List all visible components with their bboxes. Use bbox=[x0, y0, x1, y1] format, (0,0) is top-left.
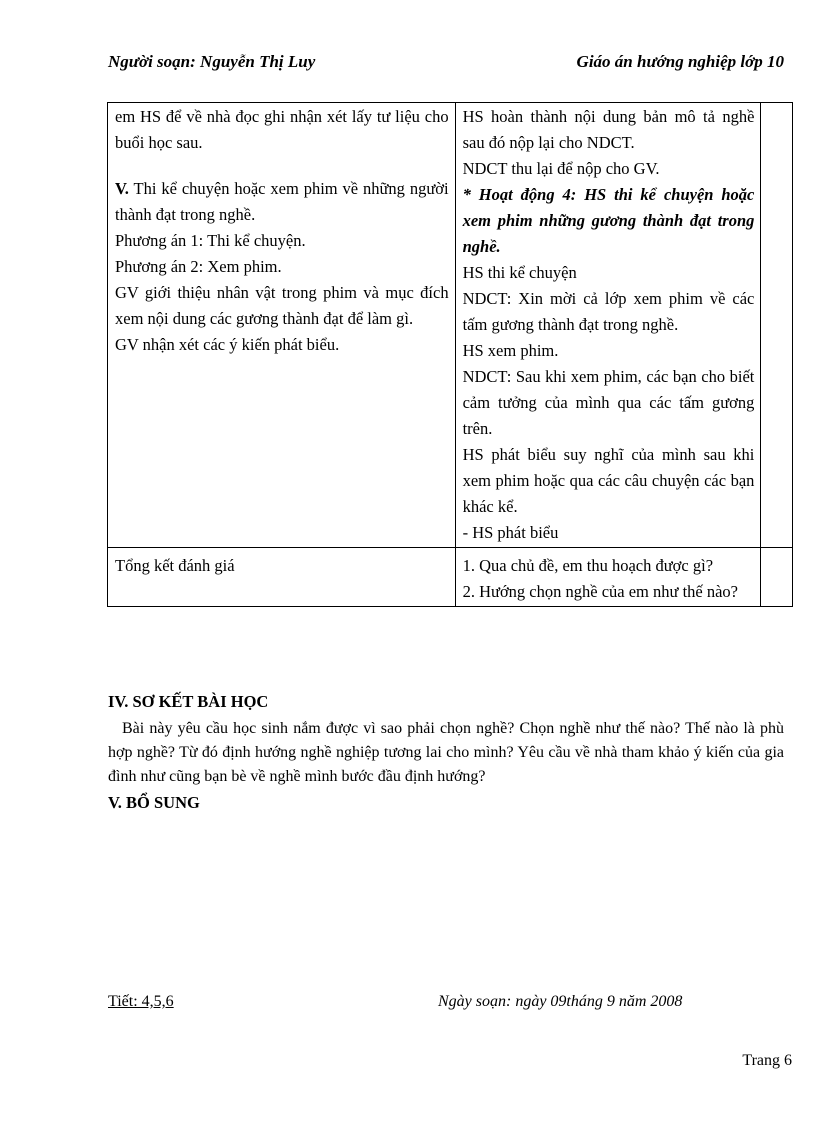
summary-question-2: 2. Hướng chọn nghề của em như thế nào? bbox=[462, 582, 739, 601]
option-2: Phương án 2: Xem phim. bbox=[115, 257, 282, 276]
summary-label-cell bbox=[108, 548, 456, 607]
notes-cell bbox=[761, 103, 793, 548]
student-line-2: NDCT thu lại để nộp cho GV. bbox=[462, 159, 660, 178]
option-1: Phương án 1: Thi kể chuyện. bbox=[115, 231, 306, 250]
page-header bbox=[108, 52, 784, 76]
author-label: Người soạn: Nguyễn Thị Luy bbox=[108, 52, 316, 71]
student-line-8: - HS phát biểu bbox=[462, 523, 559, 542]
page-number: Trang 6 bbox=[742, 1052, 792, 1069]
section-v-heading bbox=[115, 176, 449, 228]
student-line-5: HS xem phim. bbox=[462, 341, 559, 360]
section-iv-title: IV. SƠ KẾT BÀI HỌC bbox=[108, 692, 269, 711]
table-row bbox=[108, 103, 793, 548]
notes-cell bbox=[761, 548, 793, 607]
section-v-supplement-title: V. BỔ SUNG bbox=[108, 793, 200, 812]
subject-label: Giáo án hướng nghiệp lớp 10 bbox=[576, 52, 784, 71]
summary-question-1: 1. Qua chủ đề, em thu hoạch được gì? bbox=[462, 556, 714, 575]
intro-text: em HS để về nhà đọc ghi nhận xét lấy tư liệu cho buổi học sau. bbox=[115, 107, 449, 152]
gv-intro-text: GV giới thiệu nhân vật trong phim và mục đích xem nội dung các gương thành đạt để làm gì. bbox=[115, 283, 449, 328]
summary-label: Tổng kết đánh giá bbox=[115, 556, 235, 575]
table-row bbox=[108, 548, 793, 607]
section-v-number: V. bbox=[115, 179, 129, 198]
teacher-activity-cell bbox=[108, 103, 456, 548]
student-line-1: HS hoàn thành nội dung bản mô tả nghề sau đó nộp lại cho NDCT. bbox=[462, 107, 755, 152]
student-line-6: NDCT: Sau khi xem phim, các bạn cho biết cảm tưởng của mình qua các tấm gương trên. bbox=[462, 367, 755, 438]
summary-questions-cell bbox=[455, 548, 761, 607]
student-line-4: NDCT: Xin mời cả lớp xem phim về các tấm gương thành đạt trong nghề. bbox=[462, 289, 755, 334]
gv-comment-text: GV nhận xét các ý kiến phát biểu. bbox=[115, 335, 340, 354]
preparation-date: Ngày soạn: ngày 09tháng 9 năm 2008 bbox=[438, 993, 683, 1010]
section-v-title: Thi kể chuyện hoặc xem phim về những người thành đạt trong nghề. bbox=[115, 179, 449, 224]
lesson-table bbox=[107, 102, 793, 607]
activity-4-heading: * Hoạt động 4: HS thi kể chuyện hoặc xem phim những gương thành đạt trong nghề. bbox=[462, 185, 755, 256]
lesson-periods: Tiết: 4,5,6 bbox=[108, 993, 174, 1010]
student-line-3: HS thi kể chuyện bbox=[462, 263, 577, 282]
section-iv-text: Bài này yêu cầu học sinh nắm được vì sao phải chọn nghề? Chọn nghề như thế nào? Thế nào là phù hợp nghề? Từ đó định hướng nghề nghiệp tương lai cho mình? Yêu cầu về nhà tham khảo ý kiến của gia đình như cũng bạn bè về nghề mình bước đầu định hướng? bbox=[108, 720, 784, 785]
student-activity-cell bbox=[455, 103, 761, 548]
student-line-7: HS phát biểu suy nghĩ của mình sau khi xem phim hoặc qua các câu chuyện các bạn khác kể. bbox=[462, 445, 755, 516]
